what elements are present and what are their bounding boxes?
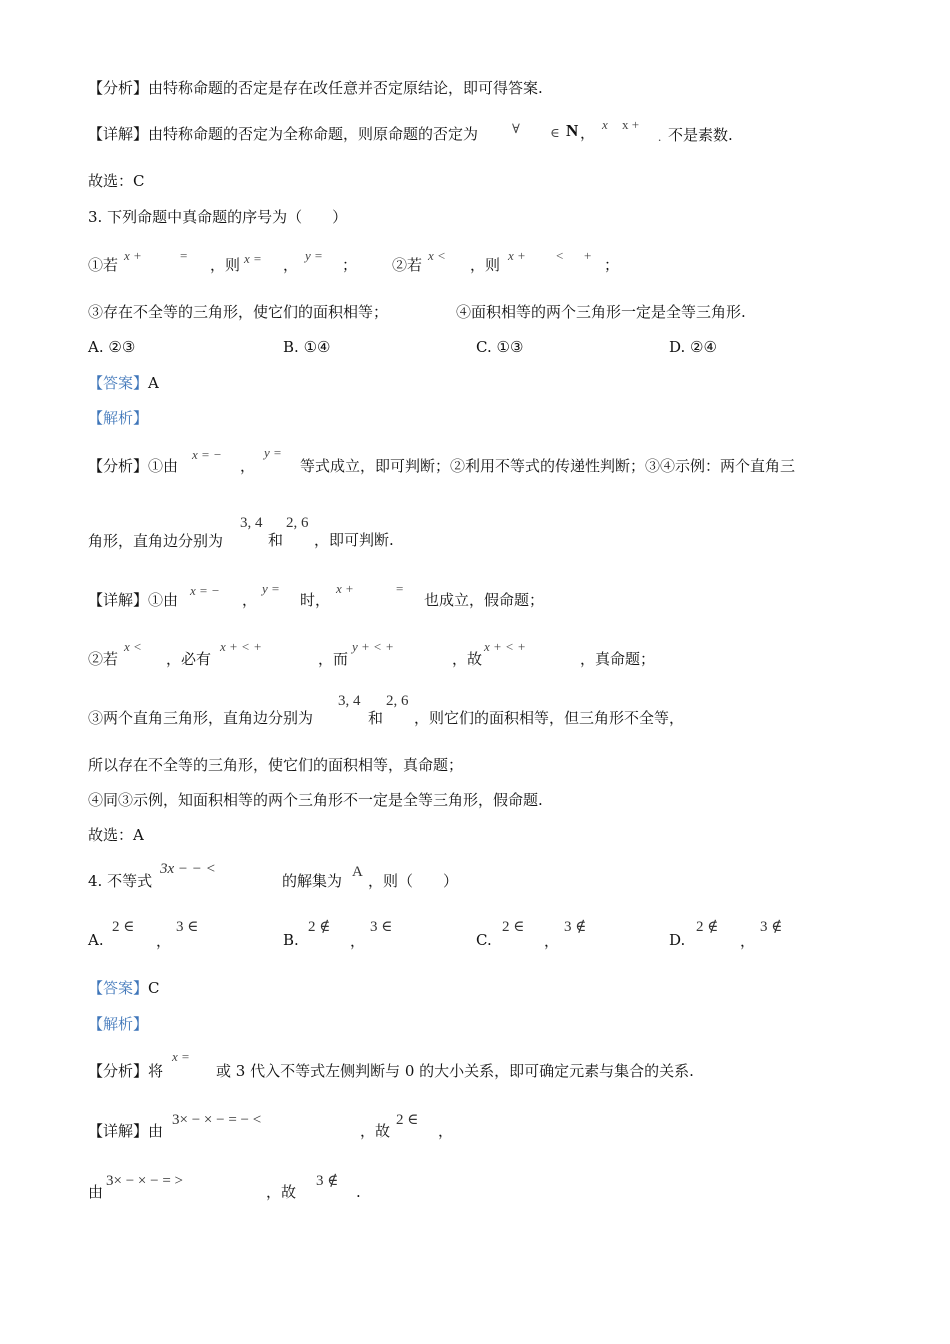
analysis-label: 【分析】 xyxy=(88,79,149,97)
detail-text: 由特称命题的否定为全称命题，则原命题的否定为 xyxy=(148,125,479,143)
d2-math-3: y + < + xyxy=(352,639,394,654)
q4-stem-text-b: 的解集为 xyxy=(282,872,343,890)
q4-analysis-math: x = xyxy=(172,1049,190,1064)
q4-answer: 【答案】C xyxy=(88,979,160,997)
s2-math-2: x + xyxy=(508,248,526,263)
q3-detail-3: ③两个直角三角形，直角边分别为 xyxy=(88,709,314,727)
d1-math-2: y = xyxy=(262,581,280,596)
q4-stem-text-c: ，则（ ） xyxy=(368,872,459,890)
q4-option-a-letter: A. xyxy=(88,931,104,949)
s2-prefix: ②若 xyxy=(392,256,423,274)
q4-option-d-m2: 3 ∉ xyxy=(760,919,783,935)
q4-option-c-letter: C. xyxy=(476,931,492,949)
q3-analysis: 【分析】①由 xyxy=(88,457,179,475)
q4-d2-text-b: ，故 xyxy=(266,1183,297,1201)
q3-jiexi-label: 【解析】 xyxy=(88,409,149,427)
q2-detail xyxy=(88,124,478,144)
d3-math-1: 3, 4 xyxy=(338,693,361,709)
d2-text-d: ，故 xyxy=(452,650,483,668)
q4-stem-math-2: A xyxy=(352,864,363,880)
q4-option-d-sep: ， xyxy=(740,932,756,950)
answer-label: 【答案】 xyxy=(88,374,149,392)
d1-math-4: = xyxy=(396,581,404,596)
q3-statement-4: ④面积相等的两个三角形一定是全等三角形. xyxy=(456,303,746,321)
comma: ， xyxy=(580,124,596,142)
math-x-plus: x + xyxy=(622,117,640,132)
s1-semicolon: ； xyxy=(342,256,358,274)
q4-option-d-m1: 2 ∉ xyxy=(696,919,719,935)
q3-detail-4: ④同③示例，知面积相等的两个三角形不一定是全等三角形，假命题. xyxy=(88,791,543,809)
q4-analysis: 【分析】将 xyxy=(88,1062,164,1080)
d2-math-4: x + < + xyxy=(484,639,526,654)
detail-tail: 不是素数. xyxy=(668,126,733,144)
d2-math-1: x < xyxy=(124,639,142,654)
q3-option-d: D. ②④ xyxy=(669,338,717,356)
q3-statement-3: ③存在不全等的三角形，使它们的面积相等； xyxy=(88,303,389,321)
q3-statement-1-2 xyxy=(88,255,118,275)
q4-jiexi-label: 【解析】 xyxy=(88,1015,149,1033)
q4-d2-text-c: . xyxy=(356,1183,361,1201)
q4-option-c-m1: 2 ∈ xyxy=(502,919,525,935)
forall-symbol: ∀ xyxy=(512,121,520,136)
choice-value: C xyxy=(133,172,145,190)
q3-option-b: B. ①④ xyxy=(283,338,331,356)
s1-prefix: ①若 xyxy=(88,256,119,274)
s1-math-4: y = xyxy=(305,248,323,263)
d1-comma: ， xyxy=(242,591,258,609)
detail-label: 【详解】 xyxy=(88,591,149,609)
math-dot: . xyxy=(658,129,662,144)
analysis-text-d: ，即可判断. xyxy=(314,531,394,549)
d3-math-2: 2, 6 xyxy=(386,693,409,709)
d1-text-b: 也成立，假命题； xyxy=(424,591,545,609)
q4-option-b-letter: B. xyxy=(283,931,299,949)
q4-option-a-m2: 3 ∈ xyxy=(176,919,199,935)
q4-option-c-sep: ， xyxy=(544,932,560,950)
s2-math-1: x < xyxy=(428,248,446,263)
d2-text-b: ，必有 xyxy=(166,650,212,668)
element-of-symbol: ∈ xyxy=(550,125,560,140)
analysis-and: 和 xyxy=(268,531,284,549)
s1-then: ，则 xyxy=(210,256,241,274)
analysis-comma: ， xyxy=(240,457,256,475)
q4-d2-math: 3× − × − = > xyxy=(106,1173,184,1189)
q4-d2-math-2: 3 ∉ xyxy=(316,1173,339,1189)
q4-d1-math: 3× − × − = − < xyxy=(172,1112,262,1128)
q4-option-d-letter: D. xyxy=(669,931,686,949)
q4-detail-2: 由 xyxy=(88,1183,104,1201)
choice-label: 故选： xyxy=(88,172,134,190)
q3-option-c: C. ①③ xyxy=(476,338,524,356)
math-x: x xyxy=(602,117,608,132)
analysis-math-4: 2, 6 xyxy=(286,515,309,531)
q3-detail-1: 【详解】①由 xyxy=(88,591,179,609)
d2-math-2: x + < + xyxy=(220,639,262,654)
q3-answer xyxy=(88,373,159,393)
d1-math-1: x = − xyxy=(190,583,220,598)
s2-semicolon: ； xyxy=(604,256,620,274)
q4-stem-math-1: 3x − − < xyxy=(160,861,216,877)
q3-detail-3-cont: 所以存在不全等的三角形，使它们的面积相等，真命题； xyxy=(88,756,464,774)
s1-math-3: x = xyxy=(244,251,262,266)
analysis-math-2: y = xyxy=(264,445,282,460)
q4-analysis-text-b: 或 3 代入不等式左侧判断与 0 的大小关系，即可确定元素与集合的关系. xyxy=(216,1062,694,1080)
q4-option-a-sep: ， xyxy=(156,932,172,950)
q4-option-c-m2: 3 ∉ xyxy=(564,919,587,935)
q3-stem: 3. 下列命题中真命题的序号为（ ） xyxy=(88,208,348,226)
q2-choice xyxy=(88,171,145,191)
s1-math-1: x + xyxy=(124,248,142,263)
d1-when: 时， xyxy=(300,591,331,609)
analysis-text: 由特称命题的否定是存在改任意并否定原结论，即可得答案. xyxy=(148,79,543,97)
d1-math-3: x + xyxy=(336,581,354,596)
d3-and: 和 xyxy=(368,709,384,727)
d2-text-c: ，而 xyxy=(318,650,349,668)
q3-option-a: A. ②③ xyxy=(88,338,136,356)
q3-choice: 故选：A xyxy=(88,826,144,844)
q3-analysis-cont: 角形，直角边分别为 xyxy=(88,532,224,550)
analysis-text-b: 等式成立，即可判断；②利用不等式的传递性判断；③④示例：两个直角三 xyxy=(300,457,796,475)
q4-detail-1: 【详解】由 xyxy=(88,1122,164,1140)
s2-then: ，则 xyxy=(470,256,501,274)
d2-text-e: ，真命题； xyxy=(580,650,656,668)
q4-d1-text-c: ， xyxy=(438,1122,454,1140)
q4-option-b-sep: ， xyxy=(350,932,366,950)
analysis-math-3: 3, 4 xyxy=(240,515,263,531)
natural-numbers-symbol: N xyxy=(566,121,579,140)
s1-comma: ， xyxy=(283,256,299,274)
analysis-math-1: x = − xyxy=(192,447,222,462)
q4-option-b-m1: 2 ∉ xyxy=(308,919,331,935)
q4-d1-text-b: ，故 xyxy=(360,1122,391,1140)
d3-text-b: ，则它们的面积相等，但三角形不全等， xyxy=(414,709,685,727)
analysis-label: 【分析】 xyxy=(88,457,149,475)
q2-analysis xyxy=(88,78,543,98)
answer-value: A xyxy=(148,374,159,392)
q4-option-a-m1: 2 ∈ xyxy=(112,919,135,935)
q4-d1-math-2: 2 ∈ xyxy=(396,1112,419,1128)
q4-stem: 4. 不等式 xyxy=(88,872,153,890)
q4-option-b-m2: 3 ∈ xyxy=(370,919,393,935)
q3-detail-2: ②若 xyxy=(88,650,119,668)
s1-math-2: = xyxy=(180,248,188,263)
s2-math-4: + xyxy=(584,248,592,263)
detail-label: 【详解】 xyxy=(88,125,149,143)
s2-math-3: < xyxy=(556,248,564,263)
